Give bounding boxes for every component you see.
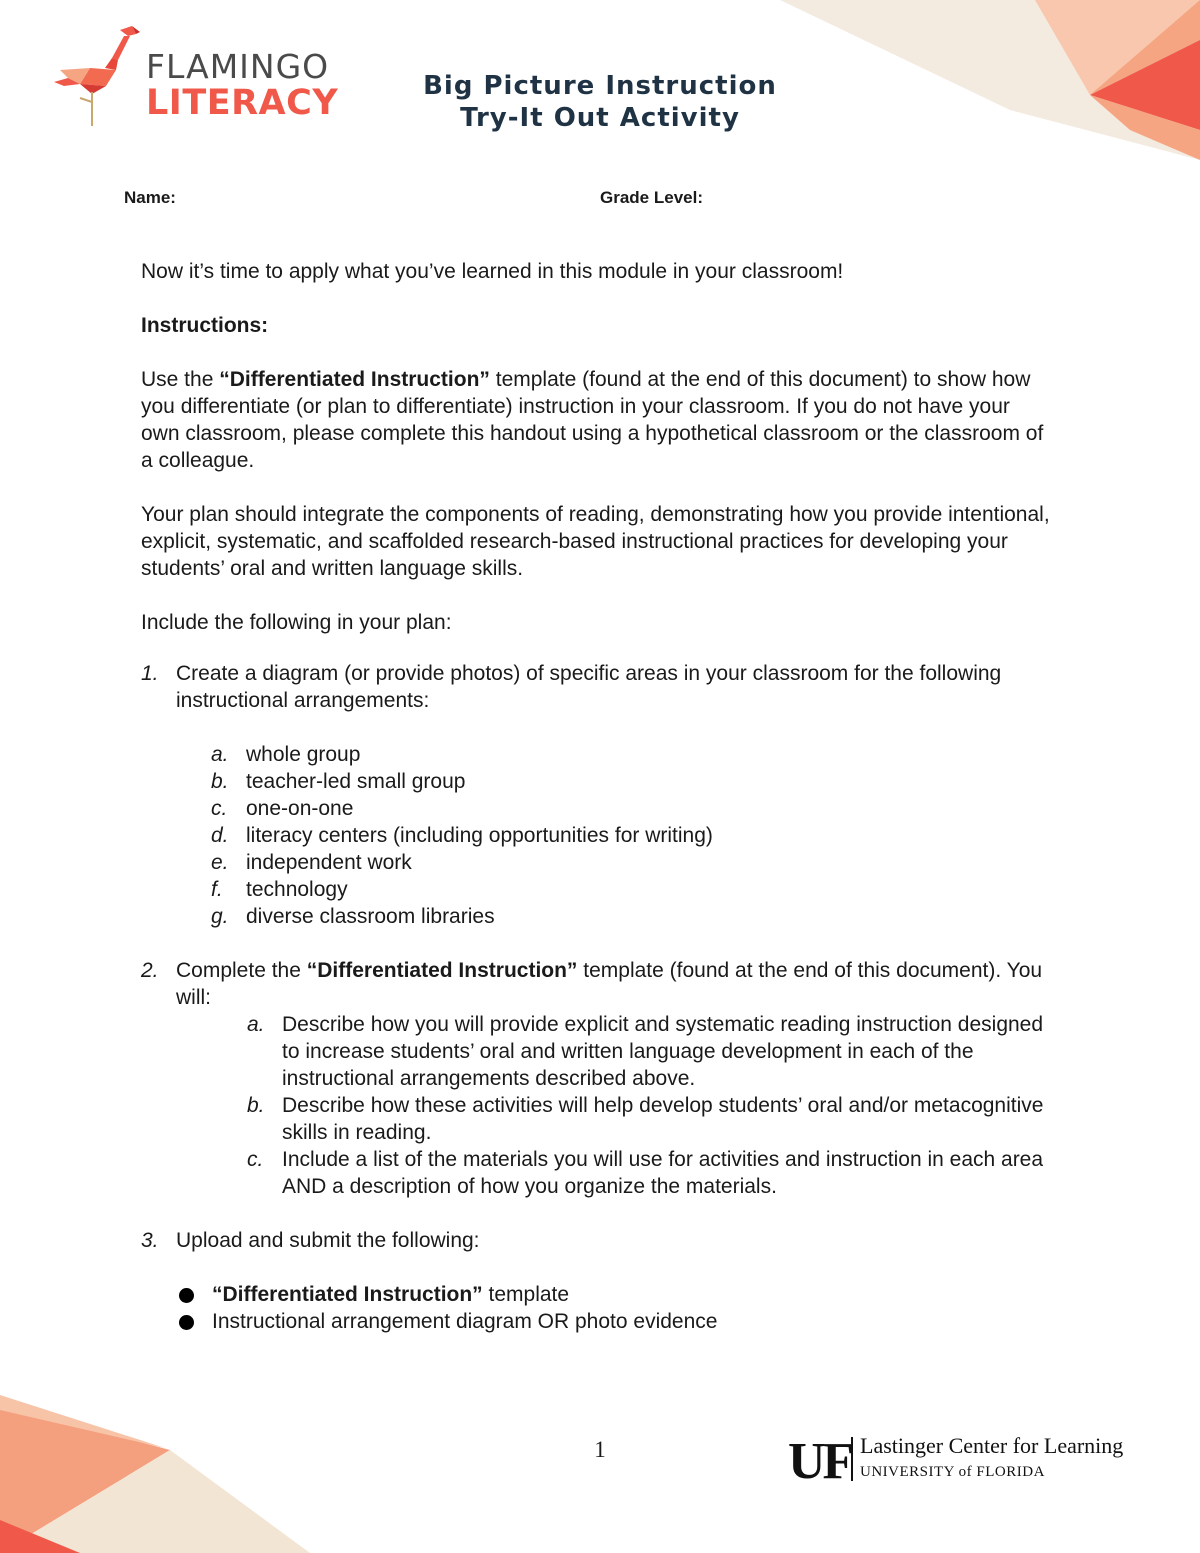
list-item: a. whole group (211, 743, 361, 766)
list-item: c. Include a list of the materials you will use for activities and instruction in each area AND a description of how you organize the materials. (247, 1148, 1044, 1198)
list-item: b. teacher-led small group (211, 770, 466, 793)
bullet-icon (179, 1288, 194, 1303)
bullet-icon (179, 1315, 194, 1330)
uf-logo: UF (788, 1433, 852, 1490)
page-title: Big Picture Instruction (423, 71, 777, 101)
university-name: UNIVERSITY of FLORIDA (860, 1464, 1045, 1480)
list-item: g. diverse classroom libraries (211, 905, 495, 928)
list-item: a. Describe how you will provide explicit and systematic reading instruction designed to increase students’ oral and written language development in each of the instructional arrangements described above. (247, 1013, 1044, 1090)
instructions-heading: Instructions: (141, 314, 269, 337)
page-subtitle: Try-It Out Activity (460, 103, 740, 133)
paragraph-2: Your plan should integrate the components of reading, demonstrating how you provide intentional, explicit, systematic, and scaffolded research-based instructional practices for developing your students’ oral and written language skills. (141, 503, 1050, 580)
list-item: b. Describe how these activities will help develop students’ oral and/or metacognitive skills in reading. (247, 1094, 1044, 1144)
template-tasks-list (141, 1011, 1051, 1200)
list-item: d. literacy centers (including opportunities for writing) (211, 824, 713, 847)
list-item-1: 1. Create a diagram (or provide photos) of specific areas in your classroom for the following instructional arrangements: (141, 662, 1002, 712)
list-item: Instructional arrangement diagram OR photo evidence (141, 1308, 1051, 1335)
intro-text: Now it’s time to apply what you’ve learned in this module in your classroom! (141, 260, 844, 283)
grade-level-label: Grade Level: (600, 188, 703, 207)
page-number: 1 (594, 1437, 606, 1462)
include-intro: Include the following in your plan: (141, 611, 452, 634)
template-name: “Differentiated Instruction” (219, 368, 490, 391)
list-item-3: 3. Upload and submit the following: (141, 1229, 480, 1252)
name-label: Name: (124, 188, 176, 207)
list-item-2: 2. Complete the “Differentiated Instruction” template (found at the end of this document). You will: (141, 959, 1043, 1009)
logo-divider (851, 1437, 853, 1481)
arrangements-list (141, 741, 1051, 930)
document-body (141, 258, 1051, 1335)
list-item: c. one-on-one (211, 797, 354, 820)
list-item: “Differentiated Instruction” template (141, 1281, 1051, 1308)
logo-word-literacy: LITERACY (146, 83, 339, 123)
paragraph-1: Use the “Differentiated Instruction” template (found at the end of this document) to show how you differentiate (or plan to differentiate) instruction in your classroom. If you do not have your own classroom, please complete this handout using a hypothetical classroom or the classroom of a colleague. (141, 368, 1044, 472)
lastinger-center-name: Lastinger Center for Learning (860, 1433, 1124, 1458)
list-item: f. technology (211, 878, 348, 901)
logo-word-flamingo: FLAMINGO (146, 47, 330, 86)
list-item: e. independent work (211, 851, 412, 874)
submission-list (141, 1281, 1051, 1335)
